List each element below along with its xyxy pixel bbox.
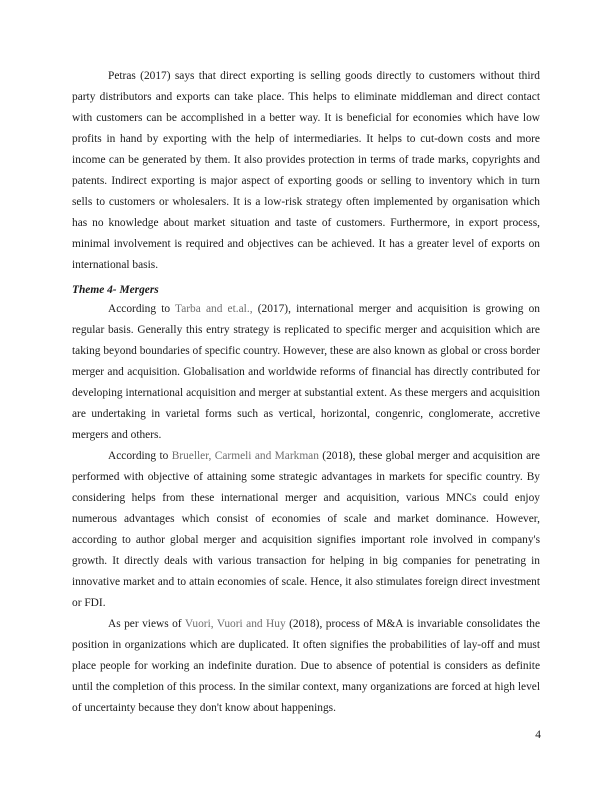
paragraph-tarba	[72, 299, 540, 446]
paragraph-lead: As per views of	[108, 618, 185, 630]
section-heading-mergers: Theme 4- Mergers	[72, 284, 159, 296]
paragraph-brueller	[72, 446, 540, 614]
citation-link-vuori[interactable]: Vuori, Vuori and Huy	[184, 618, 286, 630]
paragraph-body: (2018), these global merger and acquisition are performed with objective of attaining some strategic advantages in markets for specific country. By considering helps from these international merger and acquisition, various MNCs could enjoy numerous advantages which consist of economies of scale and market dominance. However, according to author global merger and acquisition signifies important role involved in company's growth. It directly deals with various transaction for helping in big companies for penetrating in innovative market and to attain economies of scale. Hence, it also stimulates foreign direct investment or FDI.	[72, 450, 540, 609]
document-page	[72, 66, 540, 719]
paragraph-body: (2018), process of M&A is invariable consolidates the position in organizations which are duplicated. It often signifies the probabilities of lay-off and must place people for working an indefinite duration. Due to absence of potential is considers as definite until the completion of this process. In the similar context, many organizations are forced at high level of uncertainty because they don't know about happenings.	[72, 618, 541, 714]
paragraph-direct-exporting: Petras (2017) says that direct exporting is selling goods directly to customers without third party distributors and exports can take place. This helps to eliminate middleman and direct contact with customers can be accomplished in a better way. It is beneficial for economies which have low profits in hand by exporting with the help of intermediaries. It helps to cut-down costs and more income can be generated by them. It also provides protection in terms of trade marks, copyrights and patents. Indirect exporting is major aspect of exporting goods or selling to inventory which in turn sells to customers or wholesalers. It is a low-risk strategy often implemented by organisation which has no knowledge about market situation and taste of customers. Furthermore, in export process, minimal involvement is required and objectives can be achieved. It has a greater level of exports on international basis.	[72, 70, 540, 271]
citation-link-tarba[interactable]: Tarba and et.al.,	[175, 303, 253, 315]
paragraph-vuori	[72, 614, 540, 719]
paragraph-body: (2017), international merger and acquisition is growing on regular basis. Generally this entry strategy is replicated to specific merger and acquisition which are taking beyond boundaries of specific country. However, these are also known as global or cross border merger and acquisition. Globalisation and worldwide reforms of financial has directly contributed for developing international acquisition and merger at substantial extent. As these mergers and acquisition are undertaking in varietal forms such as vertical, horizontal, congenric, conglomerate, accretive mergers and others.	[72, 303, 540, 441]
paragraph-lead: According to	[108, 450, 172, 462]
paragraph-lead: According to	[108, 303, 176, 315]
citation-link-brueller[interactable]: Brueller, Carmeli and Markman	[171, 450, 319, 462]
page-number: 4	[535, 729, 541, 741]
